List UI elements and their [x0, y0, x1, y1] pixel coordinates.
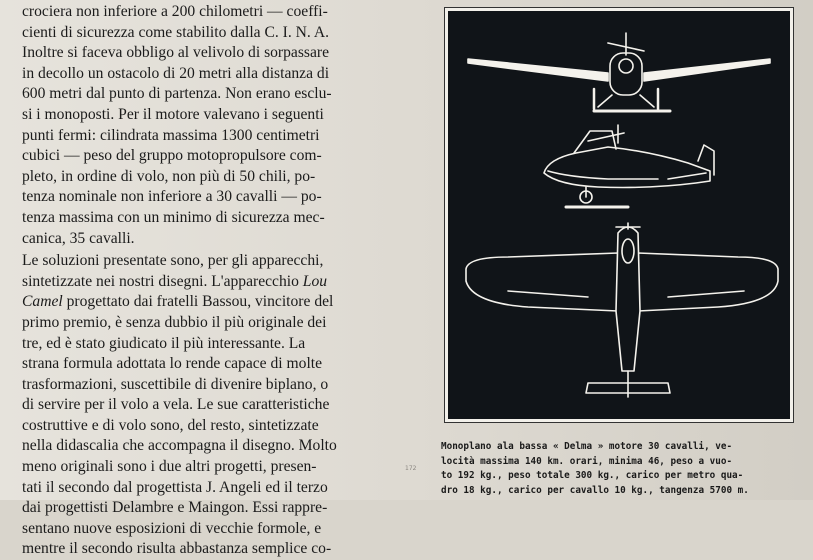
paragraph-solutions [22, 251, 400, 560]
text-line: di servire per il volo a vela. Le sue caratteristiche [22, 396, 330, 414]
top-view-right-aileron [668, 291, 744, 297]
front-view-gear-right [640, 95, 654, 107]
front-view [468, 33, 770, 111]
top-view-right-wing [638, 253, 778, 311]
caption-line: to 192 kg., peso totale 300 kg., carico per metro qua- [441, 470, 744, 481]
front-view-left-wing [468, 59, 608, 81]
text-line: crociera non inferiore a 200 chilometri — coeffi- [22, 3, 328, 20]
front-view-right-wing [644, 59, 770, 81]
text-line: sentano nuove esposizioni di vecchie formole, e [22, 519, 322, 537]
text-line: tati il secondo dal progettista J. Angeli ed il terzo [22, 478, 328, 496]
side-view-fin [698, 145, 714, 175]
text-line: tenza nominale non inferiore a 30 cavalli — po- [22, 188, 322, 206]
text-line: trasformazioni, suscettibile di divenire biplano, o [22, 375, 329, 393]
text-line: primo premio, è senza dubbio il più originale dei [22, 313, 327, 331]
side-view-stabilizer [668, 173, 706, 179]
text-line: tenza massima con un minimo di sicurezza mec- [22, 208, 325, 226]
text-line: Inoltre si faceva obbligo al velivolo di sorpassare [22, 44, 330, 62]
top-view-left-aileron [508, 291, 588, 297]
top-view-fuselage [616, 227, 640, 371]
text-line: Le soluzioni presentate sono, per gli apparecchi, [22, 252, 324, 270]
text-line: nella didascalia che accompagna il disegno. Molto [22, 437, 337, 455]
text-line: canica, 35 cavalli. [22, 229, 135, 247]
text-line: 600 metri dal punto di partenza. Non erano esclu- [22, 85, 332, 103]
aircraft-three-view-drawing [445, 8, 793, 422]
text-line: pleto, in ordine di volo, non più di 50 chili, po- [22, 167, 316, 185]
aircraft-name-camel: Camel [22, 293, 63, 311]
text-line: cienti di sicurezza come stabilito dalla C. I. N. A. [22, 23, 330, 41]
text-fragment: progettato dai fratelli Bassou, vincitore del [62, 293, 334, 311]
text-line [22, 292, 400, 313]
text-line: cubici — peso del gruppo motopropulsore com- [22, 147, 322, 165]
text-line: strana formula adottata lo rende capace di molte [22, 355, 323, 373]
paragraph-requirements [22, 2, 400, 249]
aircraft-name-lou: Lou [302, 272, 328, 290]
top-view-left-wing [466, 253, 618, 311]
text-line: dai progettisti Delambre e Maingon. Essi rappre- [22, 499, 328, 517]
caption-line: locità massima 140 km. orari, minima 46, peso a vuo- [441, 455, 733, 467]
side-view-wing-root [548, 171, 658, 179]
text-line: in decollo un ostacolo di 20 metri alla distanza di [22, 64, 330, 82]
side-view [544, 125, 714, 207]
article-text-column [22, 2, 400, 558]
text-line: meno originali sono i due altri progetti, presen- [22, 458, 317, 476]
text-line: costruttive e di volo sono, del resto, sintetizzate [22, 416, 319, 434]
text-fragment: sintetizzate nei nostri disegni. L'apparecchio [22, 272, 303, 290]
top-view [466, 223, 778, 397]
side-view-fuselage [544, 147, 710, 188]
caption-line: dro 18 kg., carico per cavallo 10 kg., tangenza 5700 m. [441, 484, 749, 496]
figure-caption [441, 440, 801, 498]
text-line: si i monoposti. Per il motore valevano i seguenti [22, 105, 324, 123]
text-line [22, 272, 400, 293]
front-view-gear-left [598, 95, 612, 107]
page-margin-mark: 172 [405, 465, 417, 472]
text-line: tre, ed è stato giudicato il più interessante. La [22, 334, 306, 352]
text-line: mentre il secondo risulta abbastanza semplice co- [22, 540, 332, 558]
aircraft-drawing-svg [448, 11, 790, 419]
caption-line: Monoplano ala bassa « Delma » motore 30 cavalli, ve- [441, 441, 733, 452]
text-line: punti fermi: cilindrata massima 1300 centimetri [22, 126, 320, 144]
